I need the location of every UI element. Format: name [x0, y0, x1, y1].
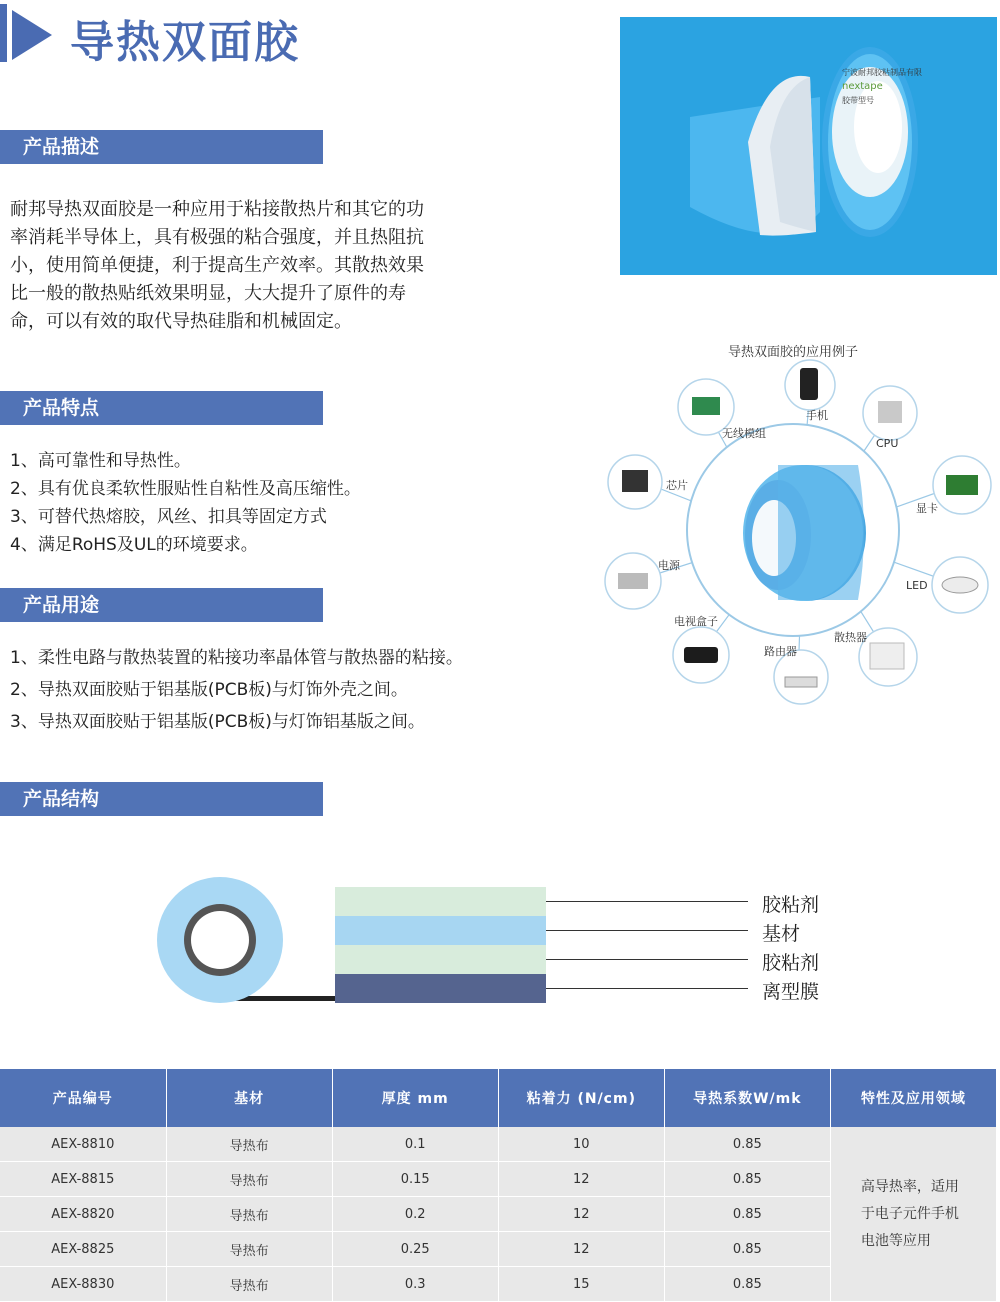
- table-cell: 0.15: [332, 1162, 498, 1197]
- uses-list: [10, 642, 463, 738]
- list-item: 1、高可靠性和导热性。: [10, 451, 191, 471]
- table-cell: 导热布: [166, 1162, 332, 1197]
- table-cell: 0.85: [664, 1127, 830, 1162]
- product-photo: [620, 17, 997, 275]
- leader-line: [546, 959, 748, 960]
- layer-label: 胶粘剂: [762, 894, 820, 916]
- list-item: 3、导热双面胶贴于铝基版(PCB板)与灯饰铝基版之间。: [10, 712, 425, 732]
- diagram-label-led: LED: [906, 579, 928, 592]
- column-header: 厚度 mm: [332, 1069, 498, 1127]
- note-line: 电池等应用: [860, 1232, 931, 1249]
- column-header: 粘着力 (N/cm): [498, 1069, 664, 1127]
- diagram-label-chip: 芯片: [666, 479, 688, 492]
- application-note-cell: [830, 1127, 996, 1302]
- table-cell: AEX-8825: [0, 1232, 166, 1267]
- diagram-title: 导热双面胶的应用例子: [728, 345, 859, 360]
- diagram-label-gpu: 显卡: [916, 502, 938, 515]
- layer-label: 胶粘剂: [762, 952, 820, 974]
- roll-label-line3: 胶带型号: [842, 96, 874, 105]
- table-cell: 12: [498, 1162, 664, 1197]
- leader-line: [546, 901, 748, 902]
- diagram-label-router: 路由器: [764, 645, 797, 658]
- section-header-structure: 产品结构: [0, 782, 323, 816]
- layer-release-film: [335, 974, 546, 1003]
- table-cell: 0.85: [664, 1197, 830, 1232]
- layer-adhesive-top: [335, 887, 546, 916]
- table-cell: AEX-8830: [0, 1267, 166, 1302]
- diagram-label-heatsink: 散热器: [834, 631, 867, 644]
- column-header: 产品编号: [0, 1069, 166, 1127]
- list-item: 1、柔性电路与散热装置的粘接功率晶体管与散热器的粘接。: [10, 648, 463, 668]
- table-cell: 12: [498, 1232, 664, 1267]
- section-header-features: 产品特点: [0, 391, 323, 425]
- column-header: 特性及应用领域: [830, 1069, 996, 1127]
- section-header-uses: 产品用途: [0, 588, 323, 622]
- list-item: 2、导热双面胶贴于铝基版(PCB板)与灯饰外壳之间。: [10, 680, 408, 700]
- table-cell: 12: [498, 1197, 664, 1232]
- table-cell: 0.3: [332, 1267, 498, 1302]
- note-line: 高导热率，适用: [860, 1178, 959, 1195]
- table-header-row: [0, 1069, 997, 1127]
- table-cell: 15: [498, 1267, 664, 1302]
- diagram-label-tvbox: 电视盒子: [674, 615, 718, 628]
- table-cell: AEX-8820: [0, 1197, 166, 1232]
- table-cell: 0.85: [664, 1232, 830, 1267]
- table-cell: 导热布: [166, 1232, 332, 1267]
- table-cell: 0.1: [332, 1127, 498, 1162]
- column-header: 导热系数W/mk: [664, 1069, 830, 1127]
- note-line: 于电子元件手机: [860, 1205, 959, 1222]
- table-cell: 0.2: [332, 1197, 498, 1232]
- list-item: 4、满足RoHS及UL的环境要求。: [10, 535, 258, 555]
- diagram-label-wireless: 无线模组: [722, 427, 766, 440]
- diagram-label-cpu: CPU: [876, 437, 899, 450]
- table-cell: 10: [498, 1127, 664, 1162]
- table-cell: 0.85: [664, 1162, 830, 1197]
- table-row: [0, 1127, 997, 1162]
- table-cell: AEX-8815: [0, 1162, 166, 1197]
- features-list: [10, 447, 361, 559]
- column-header: 基材: [166, 1069, 332, 1127]
- leader-line: [546, 930, 748, 931]
- list-item: 3、可替代热熔胶，风丝、扣具等固定方式: [10, 507, 327, 527]
- tape-roll-illustration: [150, 870, 350, 1010]
- application-diagram: [598, 335, 998, 715]
- leader-line: [546, 988, 748, 989]
- table-cell: 导热布: [166, 1127, 332, 1162]
- layer-substrate: [335, 916, 546, 945]
- layer-adhesive-bottom: [335, 945, 546, 974]
- page-title: 导热双面胶: [70, 17, 300, 68]
- section-header-description: 产品描述: [0, 130, 323, 164]
- list-item: 2、具有优良柔软性服贴性自粘性及高压缩性。: [10, 479, 361, 499]
- table-cell: AEX-8810: [0, 1127, 166, 1162]
- title-triangle-icon: [12, 10, 52, 60]
- roll-label-line2: nextape: [842, 81, 883, 92]
- spec-table: [0, 1069, 997, 1302]
- table-cell: 0.85: [664, 1267, 830, 1302]
- layer-label: 离型膜: [762, 981, 820, 1003]
- table-cell: 导热布: [166, 1267, 332, 1302]
- table-cell: 导热布: [166, 1197, 332, 1232]
- diagram-label-power: 电源: [658, 559, 680, 572]
- layer-label: 基材: [762, 923, 801, 945]
- title-accent-bar: [0, 4, 7, 62]
- table-cell: 0.25: [332, 1232, 498, 1267]
- roll-label-line1: 宁波耐邦胶粘制品有限: [842, 68, 922, 77]
- diagram-label-phone: 手机: [806, 409, 828, 422]
- description-paragraph: 耐邦导热双面胶是一种应用于粘接散热片和其它的功率消耗半导体上，具有极强的粘合强度，并且热阻抗小，使用简单便捷，利于提高生产效率。其散热效果比一般的散热贴纸效果明显，大大提升了原件的寿命，可以有效的取代导热硅脂和机械固定。: [10, 199, 424, 332]
